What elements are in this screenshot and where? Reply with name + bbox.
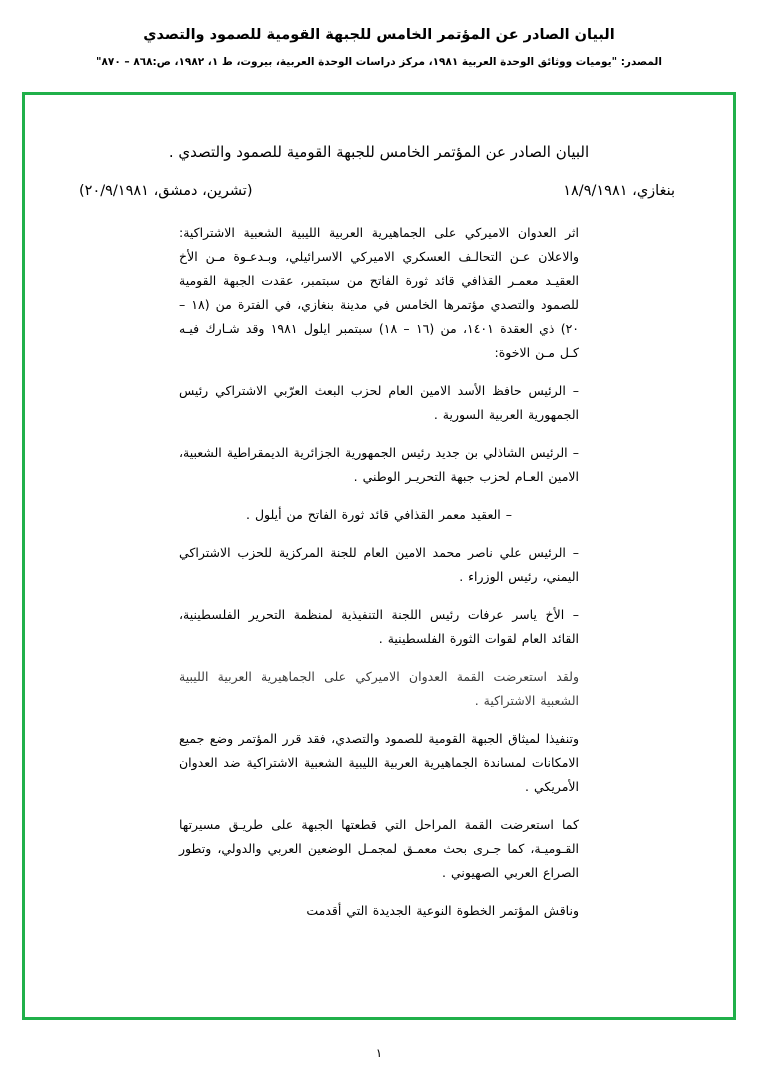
paragraph: – الرئيس علي ناصر محمد الامين العام للجنة المركزية للحزب الاشتراكي اليمني، رئيس الوزراء .: [179, 545, 579, 584]
paragraph: كما استعرضت القمة المراحل التي قطعتها الجبهة على طريـق مسيرتها القـوميـة، كما جـرى بحث معمـق لمجمـل الوضعين العربي والدولي، وتطور الصراع العربي الصهيوني .: [179, 817, 579, 880]
document-title: البيان الصادر عن المؤتمر الخامس للجبهة القومية للصمود والتصدي .: [168, 143, 590, 161]
paragraph: – العقيد معمر القذافي قائد ثورة الفاتح من أيلول .: [246, 507, 512, 522]
paragraph: – الرئيس الشاذلي بن جديد رئيس الجمهورية الجزائرية الديمقراطية الشعبية، الامين العـام لحزب جبهة التحريـر الوطني .: [179, 445, 579, 484]
paragraph: – الرئيس حافظ الأسد الامين العام لحزب البعث العرّبي الاشتراكي رئيس الجمهورية العربية السورية .: [179, 383, 579, 422]
paragraph: – الأخ ياسر عرفات رئيس اللجنة التنفيذية لمنظمة التحرير الفلسطينية، القائد العام لقوات الثورة الفلسطينية .: [179, 607, 579, 646]
place-date-right: بنغازي، ١٨/٩/١٩٨١: [563, 183, 675, 199]
paragraph: ولقد استعرضت القمة العدوان الاميركي على الجماهيرية العربية الليبية الشعبية الاشتراكية .: [179, 669, 579, 708]
document-body: [25, 95, 733, 1017]
paragraph: وتنفيذا لميثاق الجبهة القومية للصمود والتصدي، فقد قرر المؤتمر وضع جميع الامكانات لمساندة الجماهيرية العربية الليبية الشعبية الاشتراكية ضد العدوان الأمريكي .: [179, 731, 579, 794]
place-and-date-line: [65, 183, 693, 199]
header-title: البيان الصادر عن المؤتمر الخامس للجبهة القومية للصمود والتصدي: [143, 27, 615, 43]
paragraph: وناقش المؤتمر الخطوة النوعية الجديدة التي أقدمت: [306, 903, 579, 918]
place-date-left: (تشرين، دمشق، ٢٠/٩/١٩٨١): [79, 183, 253, 199]
header-source-line: المصدر: "يوميات ووثائق الوحدة العربية ١٩٨١، مركز دراسات الوحدة العربية، بيروت، ط ١، ١٩٨٢، ص:٨٦٨ – ٨٧٠": [96, 55, 662, 68]
green-border-frame: [22, 92, 736, 1020]
paragraph-block: [179, 221, 579, 923]
page-header: [0, 0, 758, 69]
page-number: ١: [375, 1046, 383, 1060]
paragraph: اثر العدوان الاميركي على الجماهيرية العربية الليبية الشعبية الاشتراكية: والاعلان عـن التحالـف العسكري الاميركي الاسرائيلي، وبـدعـوة مـن الأخ العقيـد معمـر القذافي قائد ثورة الفاتح من سبتمبر، عقدت الجبهة القومية للصمود والتصدي مؤتمرها الخامس في مدينة بنغازي، في الفترة من (١٨ – ٢٠) ذي العقدة ١٤٠١، من (١٦ – ١٨) سبتمبر ايلول ١٩٨١ وقد شـارك فيـه كـل مـن الاخوة:: [179, 225, 580, 360]
